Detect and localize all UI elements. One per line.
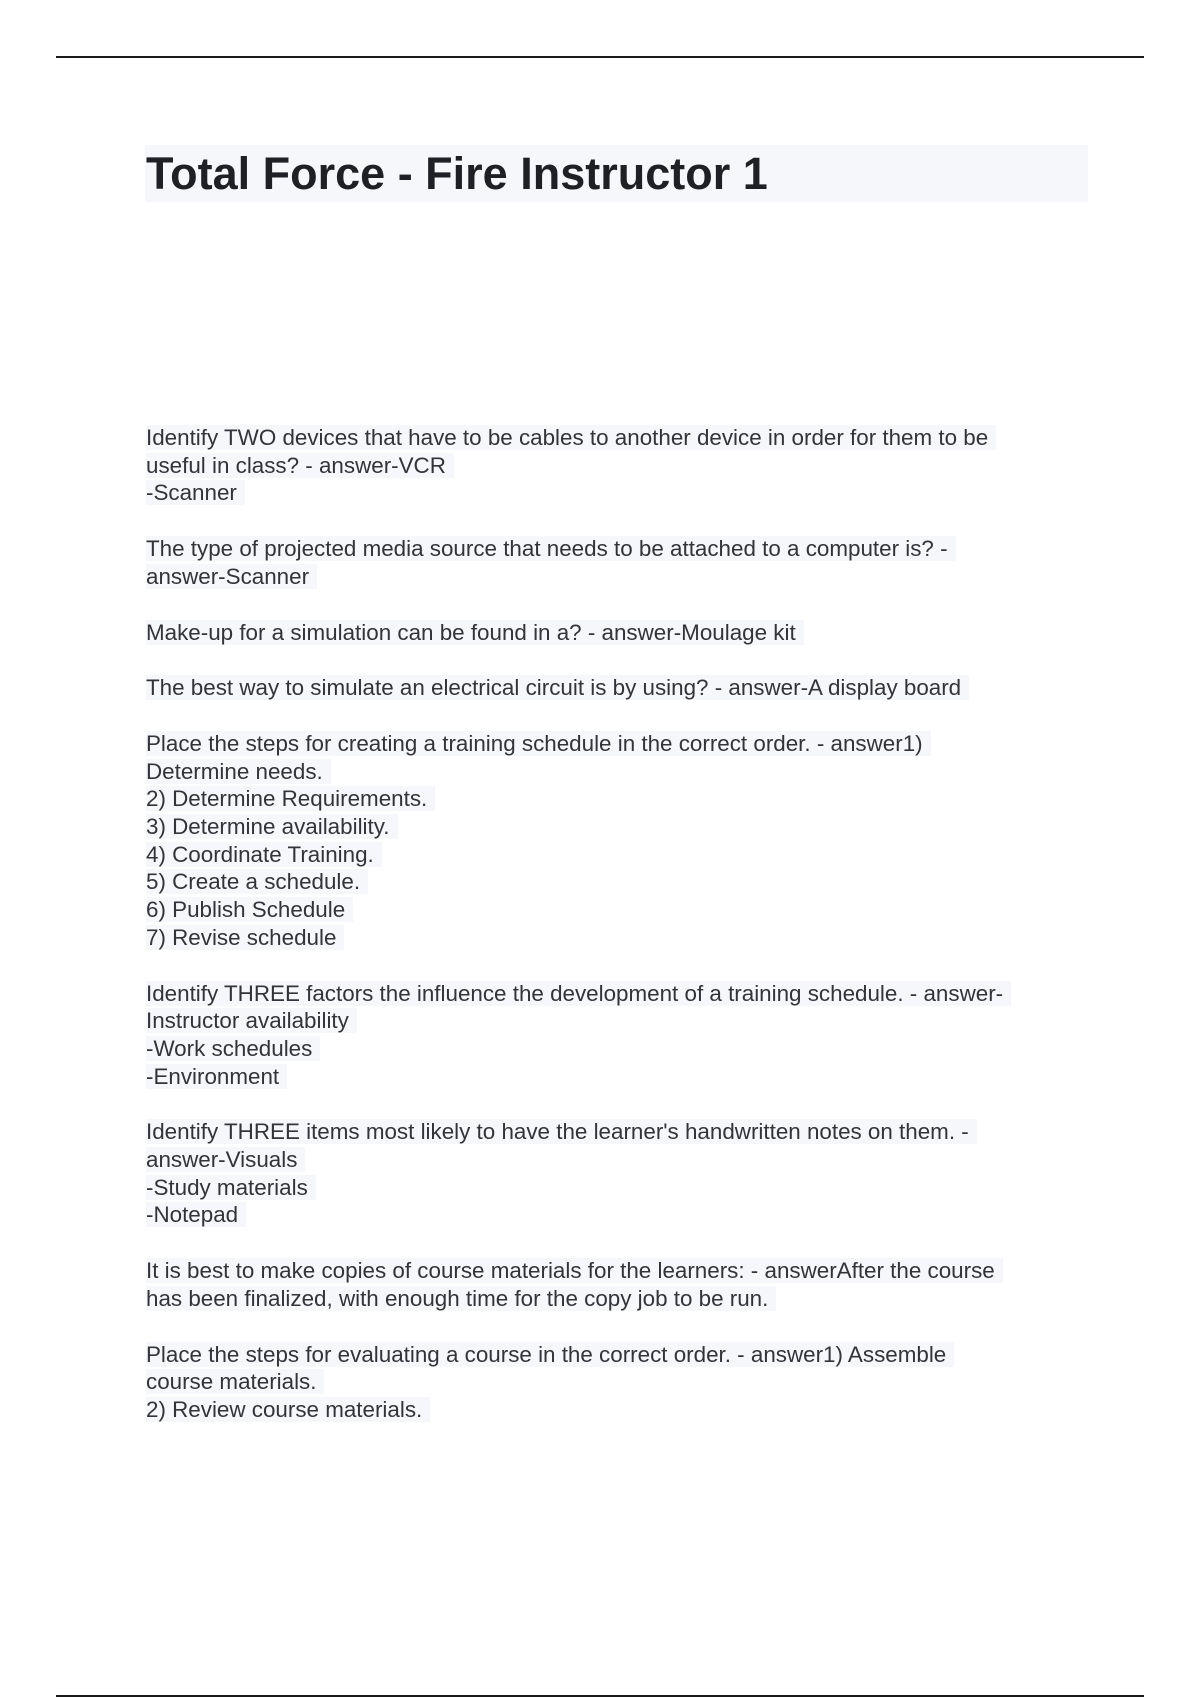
qa-line: -Scanner xyxy=(146,480,245,505)
qa-line: -Work schedules xyxy=(146,1036,320,1061)
qa-line: has been finalized, with enough time for the copy job to be run. xyxy=(146,1286,776,1311)
qa-line: 2) Determine Requirements. xyxy=(146,786,435,811)
qa-line: Make-up for a simulation can be found in a? - answer-Moulage kit xyxy=(146,620,804,645)
qa-item xyxy=(146,535,1086,590)
qa-line: Place the steps for evaluating a course in the correct order. - answer1) Assemble xyxy=(146,1342,954,1367)
qa-line: 3) Determine availability. xyxy=(146,814,398,839)
qa-line: The best way to simulate an electrical circuit is by using? - answer-A display board xyxy=(146,675,969,700)
qa-item xyxy=(146,674,1086,702)
qa-line: answer-Scanner xyxy=(146,564,317,589)
qa-item xyxy=(146,619,1086,647)
document-title: Total Force - Fire Instructor 1 xyxy=(146,148,768,199)
qa-line: -Environment xyxy=(146,1064,287,1089)
qa-line: Identify THREE items most likely to have the learner's handwritten notes on them. - xyxy=(146,1119,977,1144)
qa-line: Identify TWO devices that have to be cables to another device in order for them to be xyxy=(146,425,996,450)
qa-line: It is best to make copies of course materials for the learners: - answerAfter the course xyxy=(146,1258,1003,1283)
qa-item xyxy=(146,980,1086,1091)
qa-item xyxy=(146,1341,1086,1424)
qa-line: Instructor availability xyxy=(146,1008,357,1033)
qa-line: Place the steps for creating a training schedule in the correct order. - answer1) xyxy=(146,731,931,756)
qa-line: Determine needs. xyxy=(146,759,331,784)
qa-item xyxy=(146,1257,1086,1312)
top-rule xyxy=(56,56,1144,58)
qa-item xyxy=(146,424,1086,507)
qa-list xyxy=(146,424,1086,1452)
bottom-rule xyxy=(56,1695,1144,1697)
qa-line: 4) Coordinate Training. xyxy=(146,842,382,867)
qa-line: 7) Revise schedule xyxy=(146,925,344,950)
qa-line: -Notepad xyxy=(146,1202,246,1227)
qa-line: Identify THREE factors the influence the development of a training schedule. - answer- xyxy=(146,981,1011,1006)
qa-line: useful in class? - answer-VCR xyxy=(146,453,454,478)
qa-line: -Study materials xyxy=(146,1175,316,1200)
qa-item xyxy=(146,1118,1086,1229)
qa-line: course materials. xyxy=(146,1369,324,1394)
qa-item xyxy=(146,730,1086,952)
qa-line: 5) Create a schedule. xyxy=(146,869,368,894)
qa-line: The type of projected media source that needs to be attached to a computer is? - xyxy=(146,536,956,561)
qa-line: answer-Visuals xyxy=(146,1147,305,1172)
qa-line: 6) Publish Schedule xyxy=(146,897,353,922)
qa-line: 2) Review course materials. xyxy=(146,1397,430,1422)
